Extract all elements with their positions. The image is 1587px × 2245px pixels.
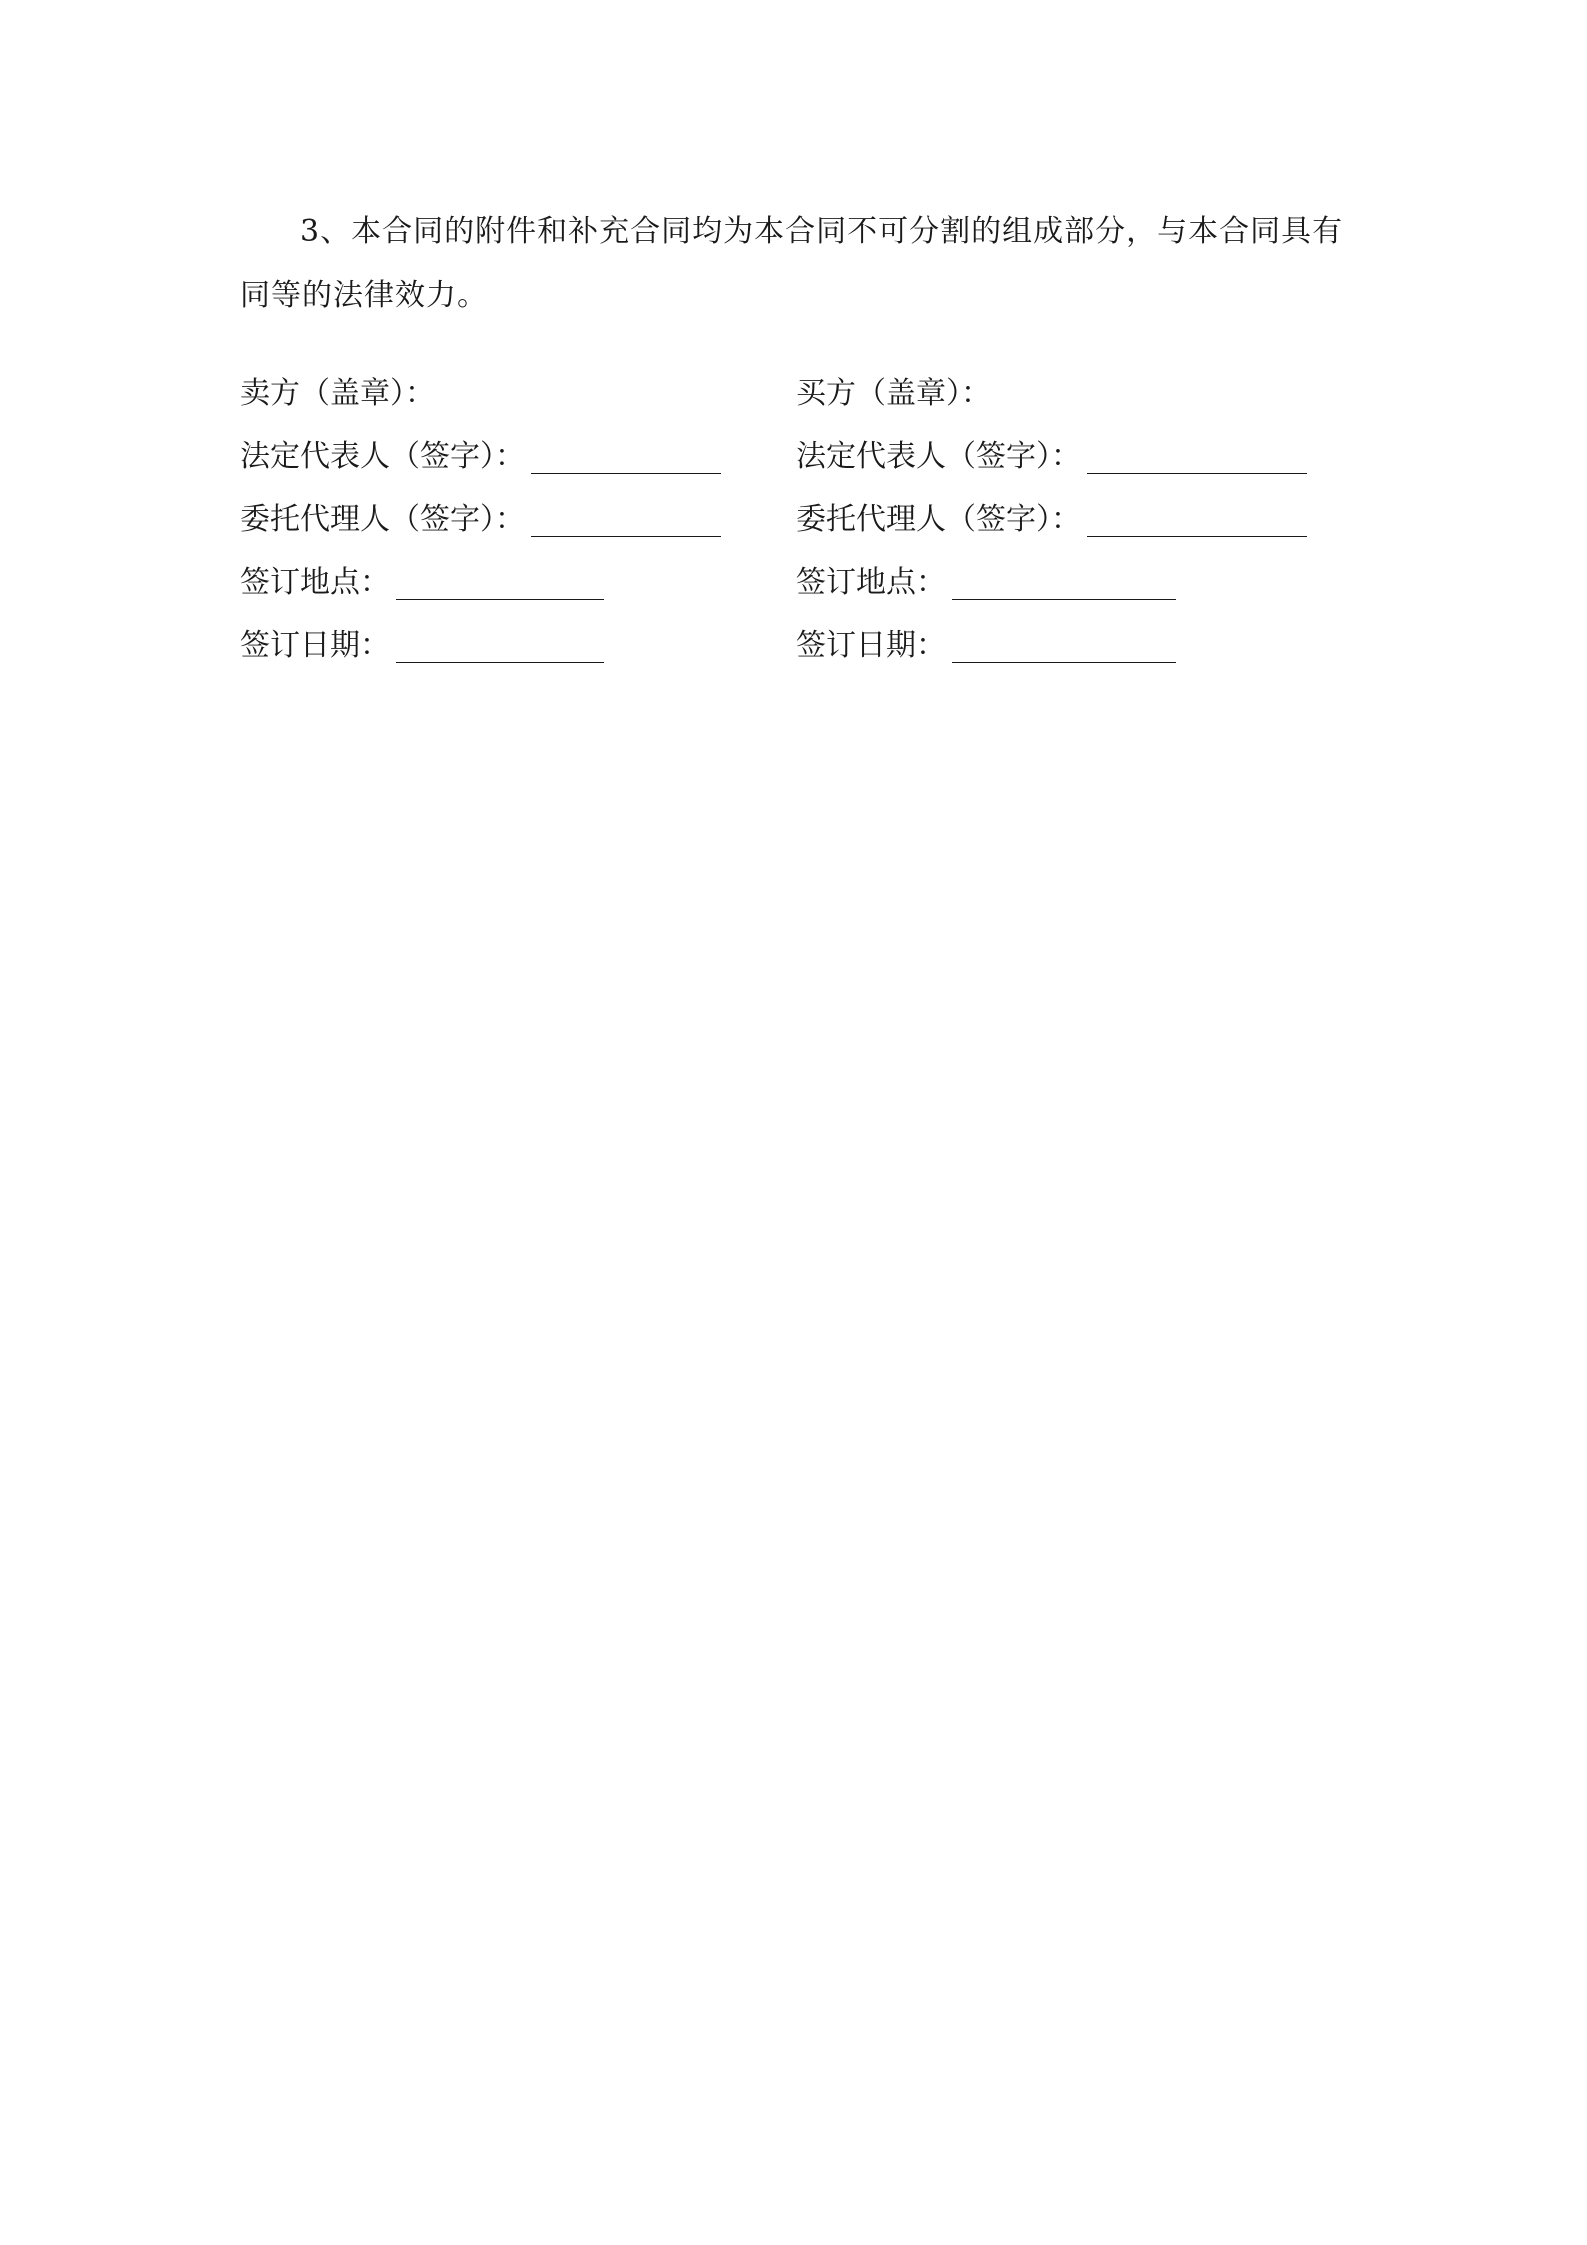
seller-date-blank[interactable]: [396, 628, 604, 663]
seller-agent-label: 委托代理人（签字）：: [240, 502, 525, 537]
seller-legal-rep-blank[interactable]: [531, 439, 721, 474]
buyer-agent-line: [796, 488, 1307, 551]
buyer-legal-rep-label: 法定代表人（签字）：: [796, 439, 1081, 474]
buyer-date-line: [796, 614, 1307, 677]
seller-date-line: [240, 614, 721, 677]
seller-agent-blank[interactable]: [531, 502, 721, 537]
buyer-place-label: 签订地点：: [796, 565, 946, 600]
seller-place-blank[interactable]: [396, 565, 604, 600]
buyer-legal-rep-blank[interactable]: [1087, 439, 1307, 474]
seller-seal-label: 卖方（盖章）：: [240, 376, 435, 411]
buyer-signature-block: [796, 362, 1307, 677]
buyer-legal-rep-line: [796, 425, 1307, 488]
seller-signature-block: [240, 362, 721, 677]
buyer-place-line: [796, 551, 1307, 614]
seller-place-label: 签订地点：: [240, 565, 390, 600]
buyer-agent-blank[interactable]: [1087, 502, 1307, 537]
seller-agent-line: [240, 488, 721, 551]
buyer-place-blank[interactable]: [952, 565, 1176, 600]
seller-seal-line: [240, 362, 721, 425]
buyer-seal-line: [796, 362, 1307, 425]
buyer-agent-label: 委托代理人（签字）：: [796, 502, 1081, 537]
buyer-date-blank[interactable]: [952, 628, 1176, 663]
seller-legal-rep-line: [240, 425, 721, 488]
seller-place-line: [240, 551, 721, 614]
buyer-seal-label: 买方（盖章）：: [796, 376, 991, 411]
clause-3-paragraph: 3、本合同的附件和补充合同均为本合同不可分割的组成部分，与本合同具有同等的法律效力。: [240, 214, 1344, 313]
seller-legal-rep-label: 法定代表人（签字）：: [240, 439, 525, 474]
seller-date-label: 签订日期：: [240, 628, 390, 663]
buyer-date-label: 签订日期：: [796, 628, 946, 663]
